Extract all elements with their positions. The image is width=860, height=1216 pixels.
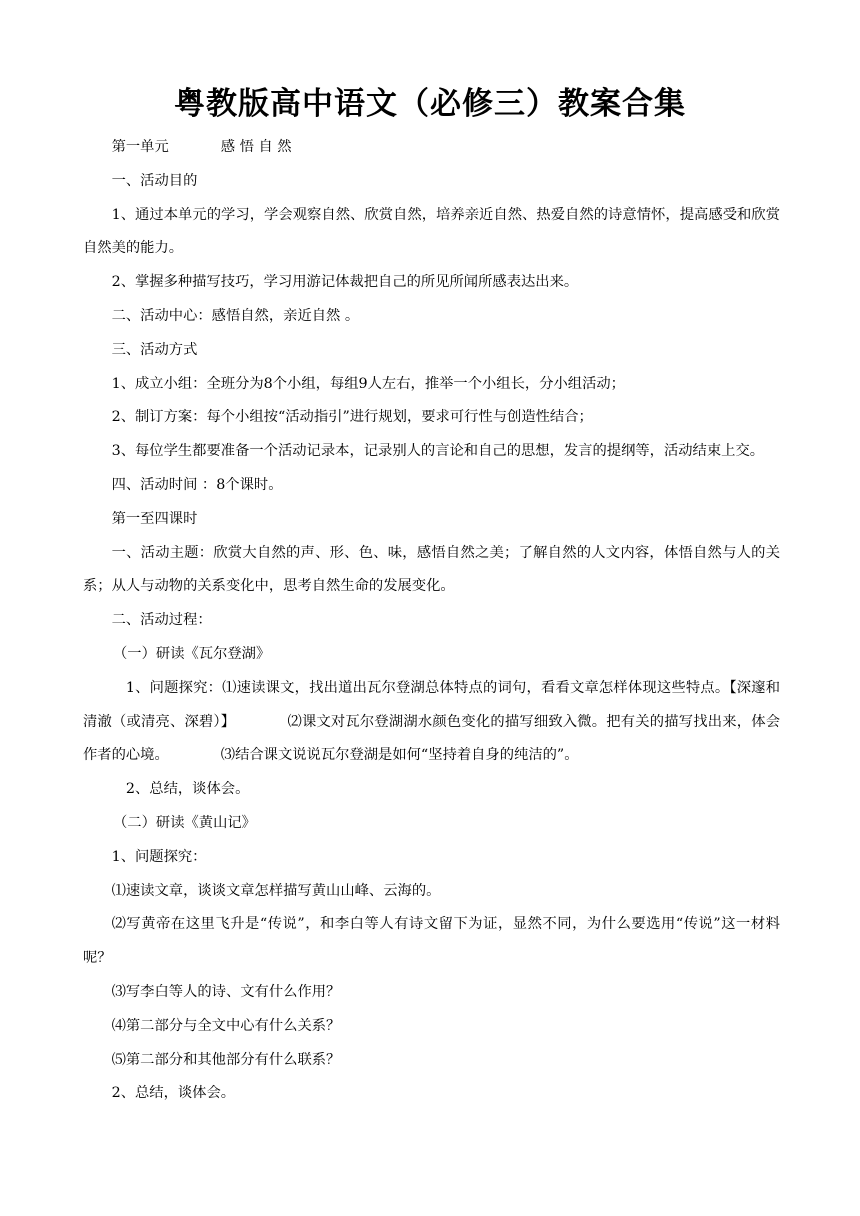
section-heading: （一）研读《瓦尔登湖》	[113, 645, 271, 662]
paragraph: 2、制订方案：每个小组按“活动指引”进行规划，要求可行性与创造性结合；	[111, 409, 593, 426]
paragraph: 2、掌握多种描写技巧，学习用游记体裁把自己的所见所闻所感表达出来。	[111, 274, 579, 291]
paragraph: 一、活动目的	[111, 172, 198, 189]
section1-question-1	[83, 672, 780, 773]
section1-question-2: 2、总结，谈体会。	[125, 781, 250, 798]
document-title: 粤教版高中语文（必修三）教案合集	[174, 86, 686, 122]
section2-line: 1、问题探究：	[111, 848, 207, 865]
paragraph: 二、活动中心：感悟自然，亲近自然 。	[111, 307, 360, 324]
document-body	[83, 131, 780, 1111]
paragraph: 1、成立小组：全班分为8个小组，每组9人左右，推举一个小组长，分小组活动；	[111, 375, 625, 392]
section2-line: 2、总结，谈体会。	[111, 1085, 236, 1102]
paragraph: 第一至四课时	[111, 510, 198, 527]
unit-heading	[83, 131, 780, 165]
question-part: ⑶结合课文说说瓦尔登湖是如何“坚持着自身的纯洁的”。	[220, 747, 579, 764]
section2-line: ⑷第二部分与全文中心有什么关系？	[111, 1017, 341, 1034]
paragraph: 三、活动方式	[111, 341, 198, 358]
section2-line: ⑵写黄帝在这里飞升是“传说”，和李白等人有诗文留下为证，显然不同，为什么要选用“传说”这一材料呢？	[83, 916, 780, 967]
section2-line: ⑶写李白等人的诗、文有什么作用？	[111, 983, 341, 1000]
unit-name: 感 悟 自 然	[220, 139, 292, 155]
paragraph: 3、每位学生都要准备一个活动记录本，记录别人的言论和自己的思想，发言的提纲等，活动结束上交。	[111, 443, 765, 460]
question-part: ⑵课文对瓦尔登湖湖水颜色变化的描写细致入微。把有关的描写找出来，体会作者的心境。	[83, 713, 780, 764]
paragraph: 四、活动时间 ：8个课时。	[111, 476, 283, 493]
section-heading: （二）研读《黄山记》	[113, 814, 256, 831]
section2-line: ⑴速读文章，谈谈文章怎样描写黄山山峰、云海的。	[111, 882, 441, 899]
section2-line: ⑸第二部分和其他部分有什么联系？	[111, 1051, 341, 1068]
paragraph: 二、活动过程：	[111, 612, 212, 629]
paragraph: 一、活动主题：欣赏大自然的声、形、色、味，感悟自然之美；了解自然的人文内容，体悟自然与人的关系；从人与动物的关系变化中，思考自然生命的发展变化。	[83, 544, 780, 595]
question-part: 1、问题探究：⑴速读课文，找出道出瓦尔登湖总体特点的词句，看看文章怎样体现这些特点。【深邃和清澈（或清亮、深碧）】	[83, 679, 780, 730]
paragraph: 1、通过本单元的学习，学会观察自然、欣赏自然，培养亲近自然、热爱自然的诗意情怀，提高感受和欣赏自然美的能力。	[83, 206, 780, 257]
unit-label: 第一单元	[111, 139, 169, 155]
